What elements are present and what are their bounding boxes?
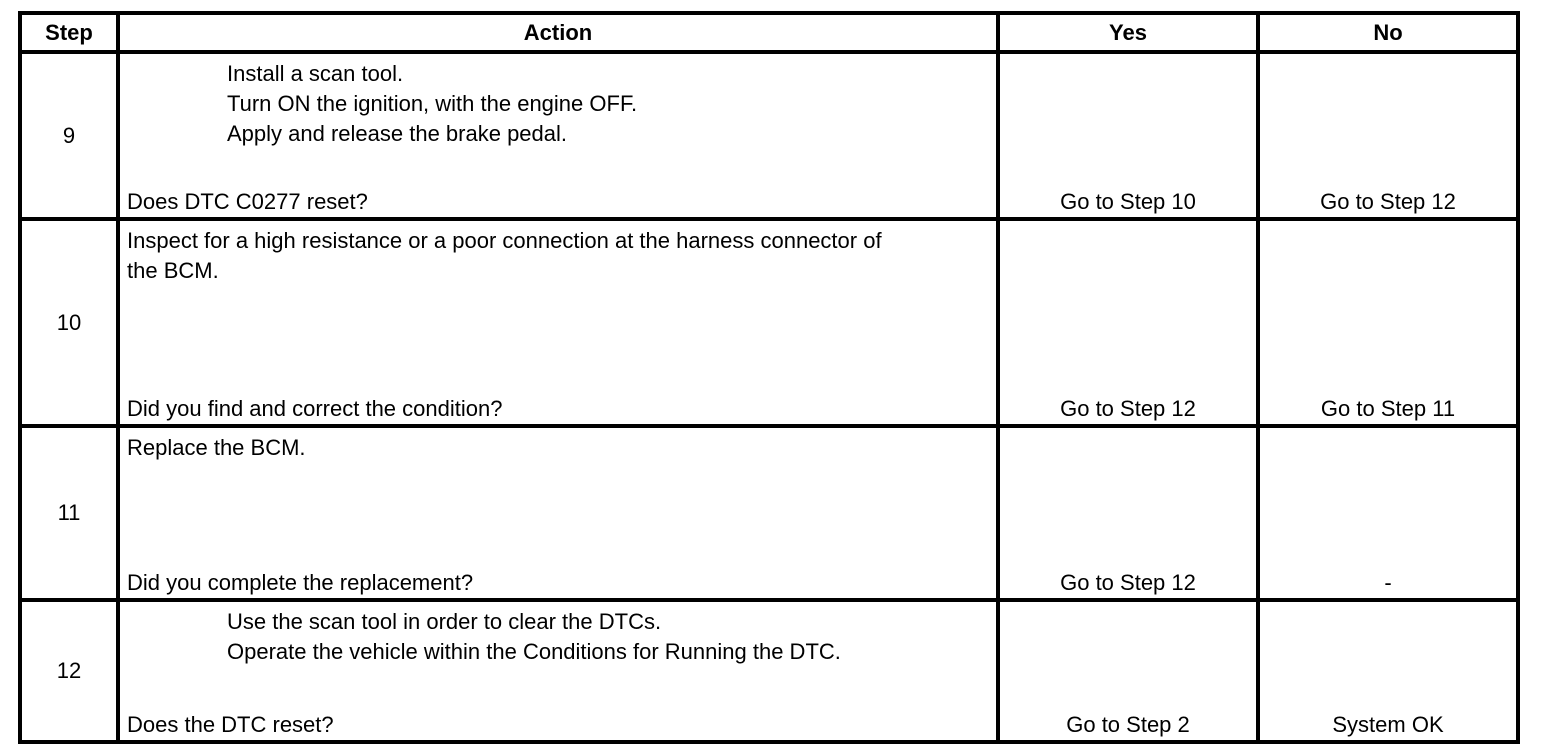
header-step: Step bbox=[22, 15, 120, 54]
step-number: 9 bbox=[22, 54, 120, 221]
action-question: Did you complete the replacement? bbox=[127, 570, 474, 595]
action-line: the BCM. bbox=[127, 258, 219, 283]
yes-result: Go to Step 12 bbox=[1000, 221, 1260, 428]
action-instructions bbox=[127, 226, 988, 286]
header-yes: Yes bbox=[1000, 15, 1260, 54]
action-line: Inspect for a high resistance or a poor connection at the harness connector of bbox=[127, 228, 882, 253]
action-cell bbox=[120, 54, 1000, 221]
action-question: Does DTC C0277 reset? bbox=[127, 189, 368, 214]
yes-result: Go to Step 12 bbox=[1000, 428, 1260, 602]
no-result: System OK bbox=[1332, 712, 1444, 737]
action-cell bbox=[120, 602, 1000, 740]
action-instructions bbox=[227, 59, 988, 149]
no-result: Go to Step 11 bbox=[1260, 221, 1516, 428]
action-instructions bbox=[227, 607, 988, 667]
action-cell bbox=[120, 221, 1000, 428]
no-result: - bbox=[1260, 428, 1516, 602]
step-number: 11 bbox=[22, 428, 120, 602]
header-action: Action bbox=[120, 15, 1000, 54]
action-cell bbox=[120, 428, 1000, 602]
step-number: 12 bbox=[22, 602, 120, 740]
action-question: Does the DTC reset? bbox=[127, 712, 334, 737]
action-line: Replace the BCM. bbox=[127, 435, 306, 460]
no-result: Go to Step 12 bbox=[1260, 54, 1516, 221]
action-line: Use the scan tool in order to clear the DTCs. bbox=[227, 609, 662, 634]
header-no: No bbox=[1260, 15, 1516, 54]
action-line: Operate the vehicle within the Conditions for Running the DTC. bbox=[227, 639, 841, 664]
step-number: 10 bbox=[22, 221, 120, 428]
yes-result: Go to Step 2 bbox=[1000, 602, 1260, 740]
action-question: Did you find and correct the condition? bbox=[127, 396, 503, 421]
action-line: Install a scan tool. bbox=[227, 61, 404, 86]
action-instructions bbox=[127, 433, 988, 463]
yes-result: Go to Step 10 bbox=[1000, 54, 1260, 221]
action-line: Turn ON the ignition, with the engine OFF. bbox=[227, 91, 638, 116]
diagnostic-table bbox=[18, 11, 1520, 744]
action-line: Apply and release the brake pedal. bbox=[227, 121, 568, 146]
